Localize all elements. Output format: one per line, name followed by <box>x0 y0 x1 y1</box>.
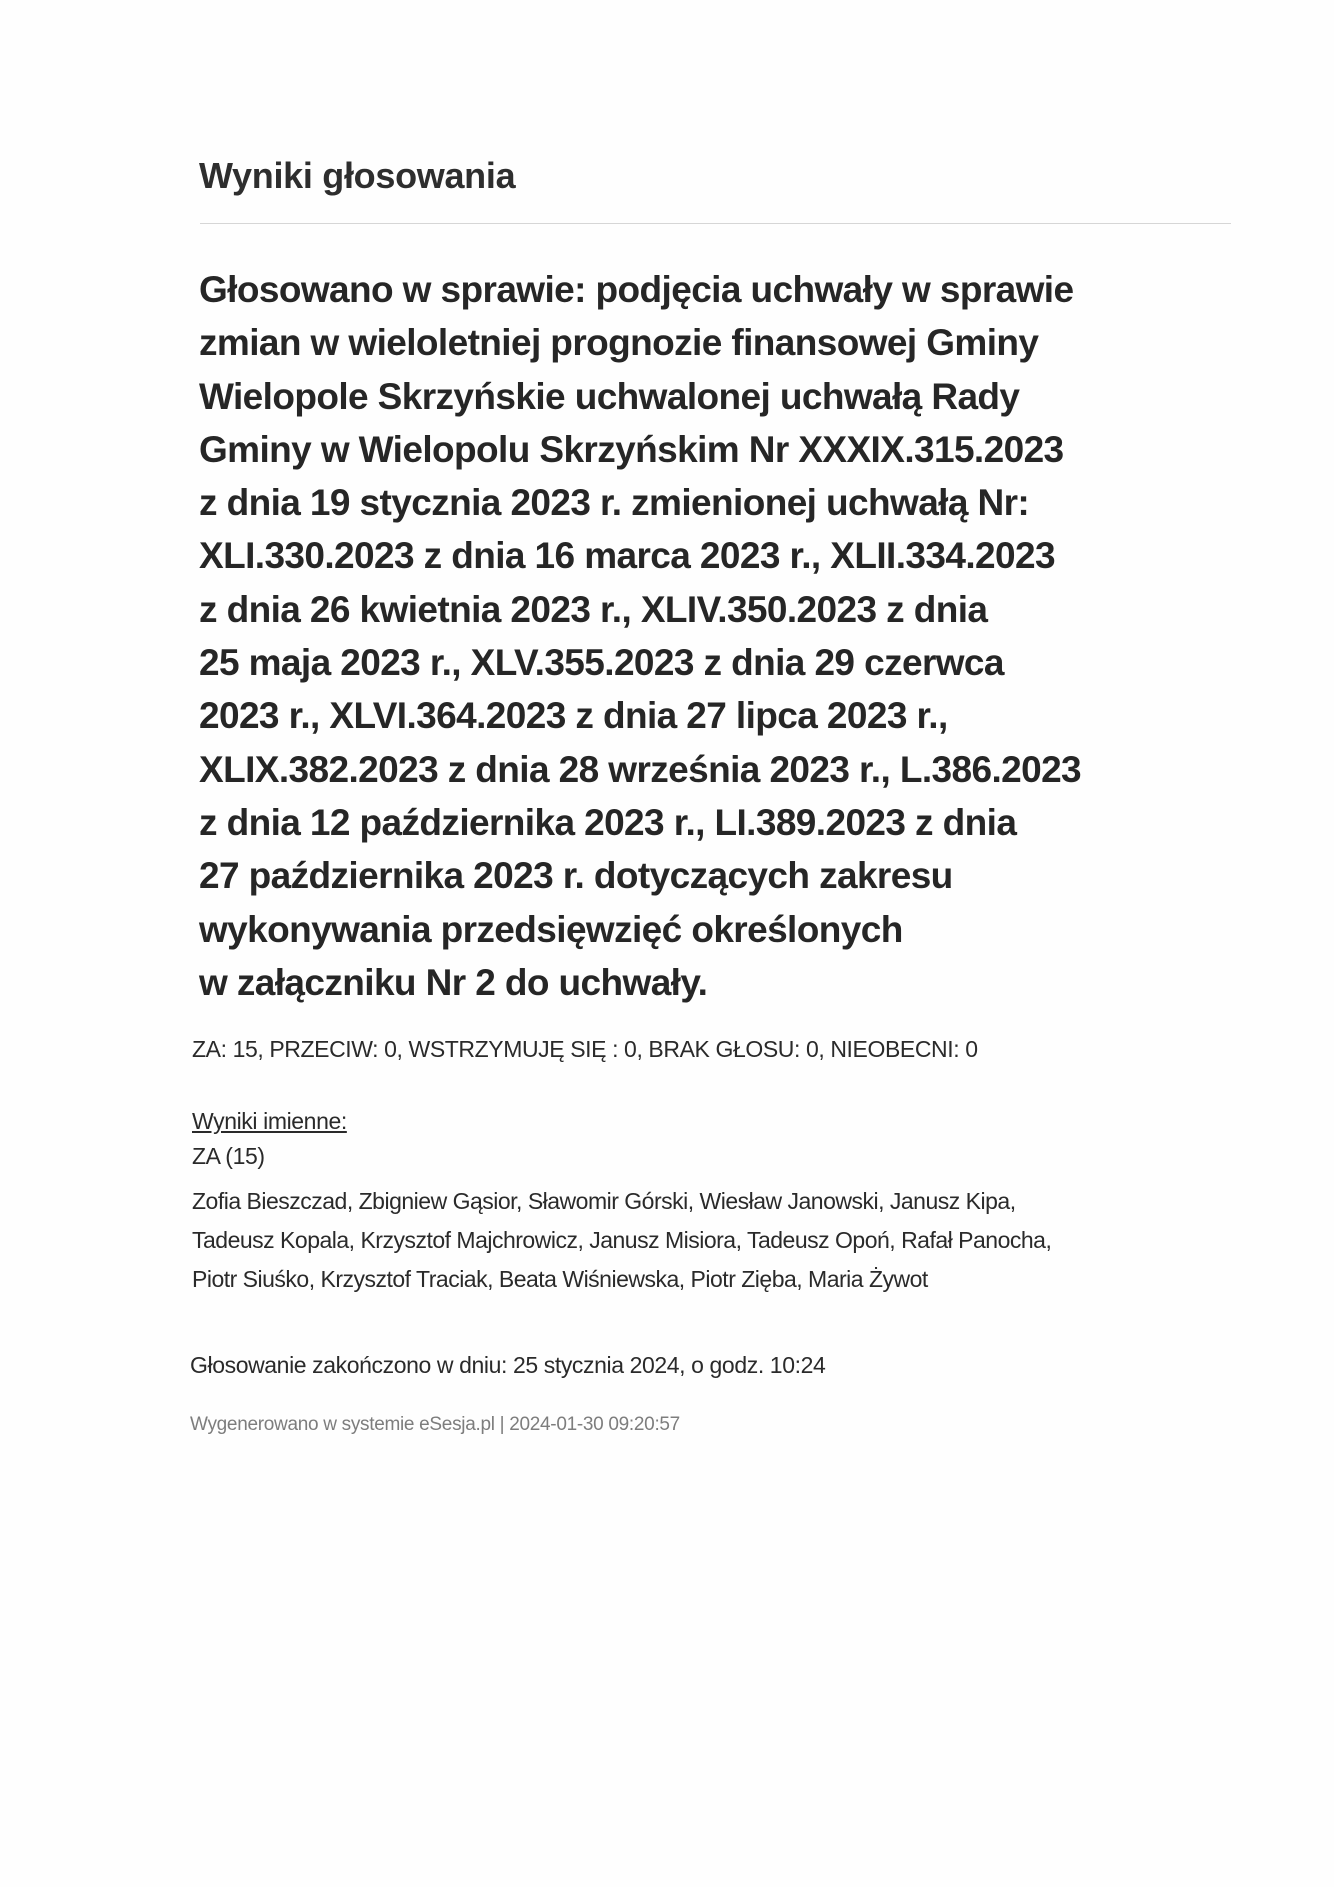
generated-footer: Wygenerowano w systemie eSesja.pl | 2024-01-30 09:20:57 <box>190 1414 680 1435</box>
vote-subject-line: 27 października 2023 r. dotyczących zakresu <box>199 855 953 897</box>
vote-subject <box>199 263 1081 1009</box>
vote-ended-text: Głosowanie zakończono w dniu: 25 stycznia 2024, o godz. 10:24 <box>190 1352 826 1378</box>
vote-subject-line: 25 maja 2023 r., XLV.355.2023 z dnia 29 czerwca <box>199 642 1004 684</box>
za-names-list <box>192 1182 1051 1299</box>
vote-subject-line: z dnia 26 kwietnia 2023 r., XLIV.350.2023 z dnia <box>199 588 988 630</box>
page-title: Wyniki głosowania <box>199 155 516 196</box>
title-divider <box>200 223 1231 224</box>
vote-subject-line: zmian w wieloletniej prognozie finansowej Gminy <box>199 322 1039 364</box>
vote-subject-line: Gminy w Wielopolu Skrzyńskim Nr XXXIX.315.2023 <box>199 428 1064 470</box>
vote-subject-line: 2023 r., XLVI.364.2023 z dnia 27 lipca 2023 r., <box>199 695 948 737</box>
vote-counts: ZA: 15, PRZECIW: 0, WSTRZYMUJĘ SIĘ : 0, BRAK GŁOSU: 0, NIEOBECNI: 0 <box>192 1036 978 1062</box>
za-names-line: Tadeusz Kopala, Krzysztof Majchrowicz, Janusz Misiora, Tadeusz Opoń, Rafał Panocha, <box>192 1227 1052 1253</box>
vote-subject-line: Wielopole Skrzyńskie uchwalonej uchwałą Rady <box>199 375 1020 417</box>
vote-subject-line: XLI.330.2023 z dnia 16 marca 2023 r., XLII.334.2023 <box>199 535 1055 577</box>
za-group-label: ZA (15) <box>192 1143 265 1169</box>
vote-subject-line: z dnia 12 października 2023 r., LI.389.2023 z dnia <box>199 801 1017 843</box>
named-results-label: Wyniki imienne: <box>192 1108 347 1134</box>
vote-subject-line: Głosowano w sprawie: podjęcia uchwały w sprawie <box>199 269 1074 310</box>
za-names-line: Piotr Siuśko, Krzysztof Traciak, Beata Wiśniewska, Piotr Zięba, Maria Żywot <box>192 1266 928 1292</box>
vote-subject-line: wykonywania przedsięwzięć określonych <box>199 908 903 950</box>
vote-subject-line: w załączniku Nr 2 do uchwały. <box>199 961 708 1003</box>
za-names-line: Zofia Bieszczad, Zbigniew Gąsior, Sławomir Górski, Wiesław Janowski, Janusz Kipa, <box>192 1188 1016 1214</box>
vote-subject-line: z dnia 19 stycznia 2023 r. zmienionej uchwałą Nr: <box>199 482 1030 524</box>
vote-subject-line: XLIX.382.2023 z dnia 28 września 2023 r., L.386.2023 <box>199 748 1082 790</box>
